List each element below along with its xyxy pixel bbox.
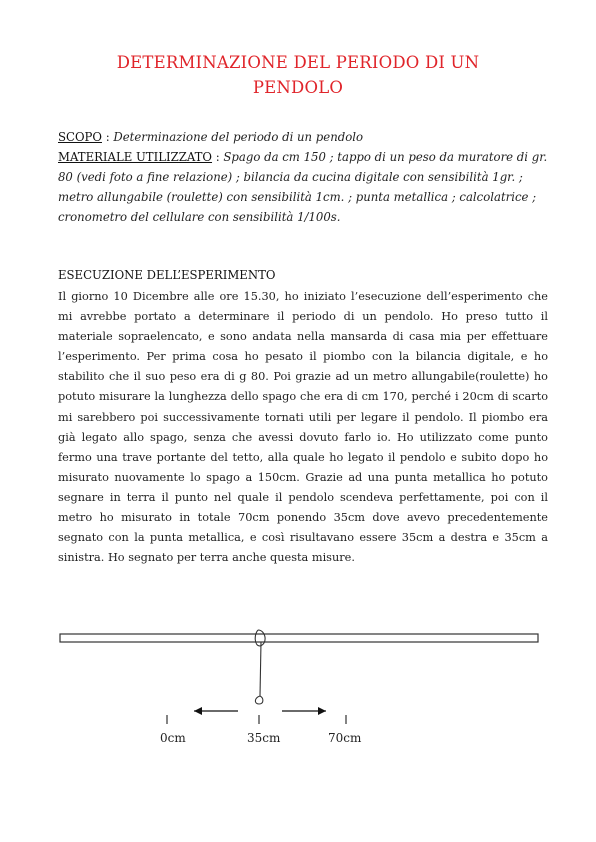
materiale-text: Spago da cm 150 ; tappo di un peso da muratore di gr. 80 (vedi foto a fine relazione) ; bilancia da cucina digitale con sensibilità 1gr. ; metro allungabile (roulette) con sensibilità 1cm. ; punta metallica ; calcolatrice ; cronometro del cellulare con sensibilità 1/100s.	[58, 150, 548, 224]
esecuzione-heading: ESECUZIONE DELL’ESPERIMENTO	[58, 268, 276, 282]
esecuzione-paragraph: Il giorno 10 Dicembre alle ore 15.30, ho iniziato l’esecuzione dell’esperimento che mi avrebbe portato a determinare il periodo di un pendolo. Ho preso tutto il materiale sopraelencato, e sono andata nella mansarda di casa mia per effettuare l’esperimento. Per prima cosa ho pesato il piombo con la bilancia digitale, e ho stabilito che il suo peso era di g 80. Poi grazie ad un metro allungabile(roulette) ho potuto misurare la lunghezza dello spago che era di cm 170, perché i 20cm di scarto mi sarebbero poi successivamente tornati utili per legare il pendolo. Il piombo era già legato allo spago, senza che avessi dovuto farlo io. Ho utilizzato come punto fermo una trave portante del tetto, alla quale ho legato il pendolo e subito dopo ho misurato nuovamente lo spago a 150cm. Grazie ad una punta metallica ho potuto segnare in terra il punto nel quale il pendolo scendeva perfettamente, poi con il metro ho misurato in totale 70cm ponendo 35cm dove avevo precedentemente segnato con la punta metallica, e così risultavano essere 35cm a destra e 35cm a sinistra. Ho segnato per terra anche questa misure.	[58, 290, 548, 565]
title-line-2: PENDOLO	[252, 78, 344, 97]
scopo-text: Determinazione del periodo di un pendolo	[113, 130, 364, 144]
page-title	[40, 50, 556, 100]
purpose-and-materials-section	[58, 127, 548, 227]
left-arrow-icon	[194, 707, 202, 715]
scopo-separator: :	[101, 130, 114, 144]
knot	[255, 630, 265, 646]
title-line-1: DETERMINAZIONE DEL PERIODO DI UN	[116, 53, 480, 72]
label-0cm: 0cm	[160, 731, 186, 745]
beam	[60, 634, 538, 642]
materiale-label: MATERIALE UTILIZZATO	[58, 150, 213, 164]
pendulum-diagram	[0, 620, 596, 750]
pendulum-hook	[255, 696, 263, 704]
materiale-separator: :	[212, 150, 224, 164]
scopo-label: SCOPO	[58, 130, 102, 144]
right-arrow-icon	[318, 707, 326, 715]
label-70cm: 70cm	[328, 731, 362, 745]
pendulum-string	[260, 642, 261, 696]
label-35cm: 35cm	[247, 731, 281, 745]
